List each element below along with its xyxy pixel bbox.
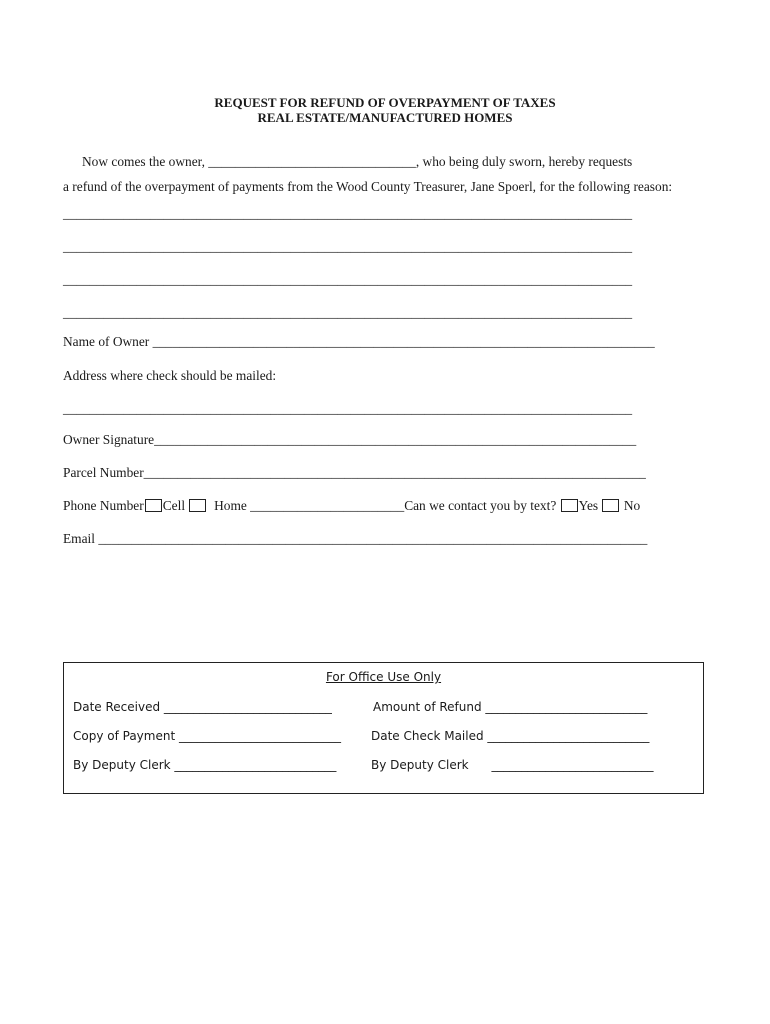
date-check-mailed-field[interactable]: Date Check Mailed ___________________________ (371, 729, 650, 743)
no-checkbox[interactable] (602, 499, 619, 512)
home-checkbox[interactable] (189, 499, 206, 512)
reason-line[interactable]: _____________________________________________________________________________________ (63, 206, 633, 221)
office-use-title: For Office Use Only (325, 670, 442, 684)
form-title-line1: REQUEST FOR REFUND OF OVERPAYMENT OF TAXES (214, 95, 556, 110)
yes-label: Yes (578, 498, 599, 513)
deputy-clerk-field-left[interactable]: By Deputy Clerk ___________________________ (73, 758, 337, 772)
cell-label: Cell (162, 498, 186, 513)
owner-signature-field[interactable]: Owner Signature________________________________________________________________________ (63, 432, 637, 447)
cell-checkbox[interactable] (145, 499, 162, 512)
copy-of-payment-field[interactable]: Copy of Payment ___________________________ (73, 729, 341, 743)
intro-sentence-line1: Now comes the owner, _______________________________, who being duly sworn, hereby requests (82, 154, 633, 169)
amount-of-refund-field[interactable]: Amount of Refund ___________________________ (373, 700, 648, 714)
form-title-line2: REAL ESTATE/MANUFACTURED HOMES (257, 110, 513, 125)
email-field[interactable]: Email __________________________________________________________________________________ (63, 531, 648, 546)
office-use-box (63, 662, 704, 794)
deputy-clerk-field-right[interactable]: By Deputy Clerk ___________________________ (371, 758, 654, 772)
no-label: No (623, 498, 641, 513)
address-field[interactable]: _____________________________________________________________________________________ (63, 401, 633, 416)
parcel-number-field[interactable]: Parcel Number___________________________________________________________________________ (63, 465, 646, 480)
date-received-field[interactable]: Date Received ____________________________ (73, 700, 332, 714)
reason-line[interactable]: _____________________________________________________________________________________ (63, 239, 633, 254)
phone-number-row (63, 498, 640, 514)
phone-number-label: Phone Number (63, 498, 144, 513)
text-contact-question: Can we contact you by text? (404, 498, 557, 513)
reason-line[interactable]: _____________________________________________________________________________________ (63, 272, 633, 287)
intro-sentence-line2: a refund of the overpayment of payments from the Wood County Treasurer, Jane Spoerl, for the following reason: (63, 179, 673, 194)
address-label: Address where check should be mailed: (63, 368, 277, 383)
reason-line[interactable]: _____________________________________________________________________________________ (63, 305, 633, 320)
name-of-owner-field[interactable]: Name of Owner ___________________________________________________________________________ (63, 334, 655, 349)
home-phone-field[interactable]: Home _______________________ (214, 498, 405, 513)
yes-checkbox[interactable] (561, 499, 578, 512)
